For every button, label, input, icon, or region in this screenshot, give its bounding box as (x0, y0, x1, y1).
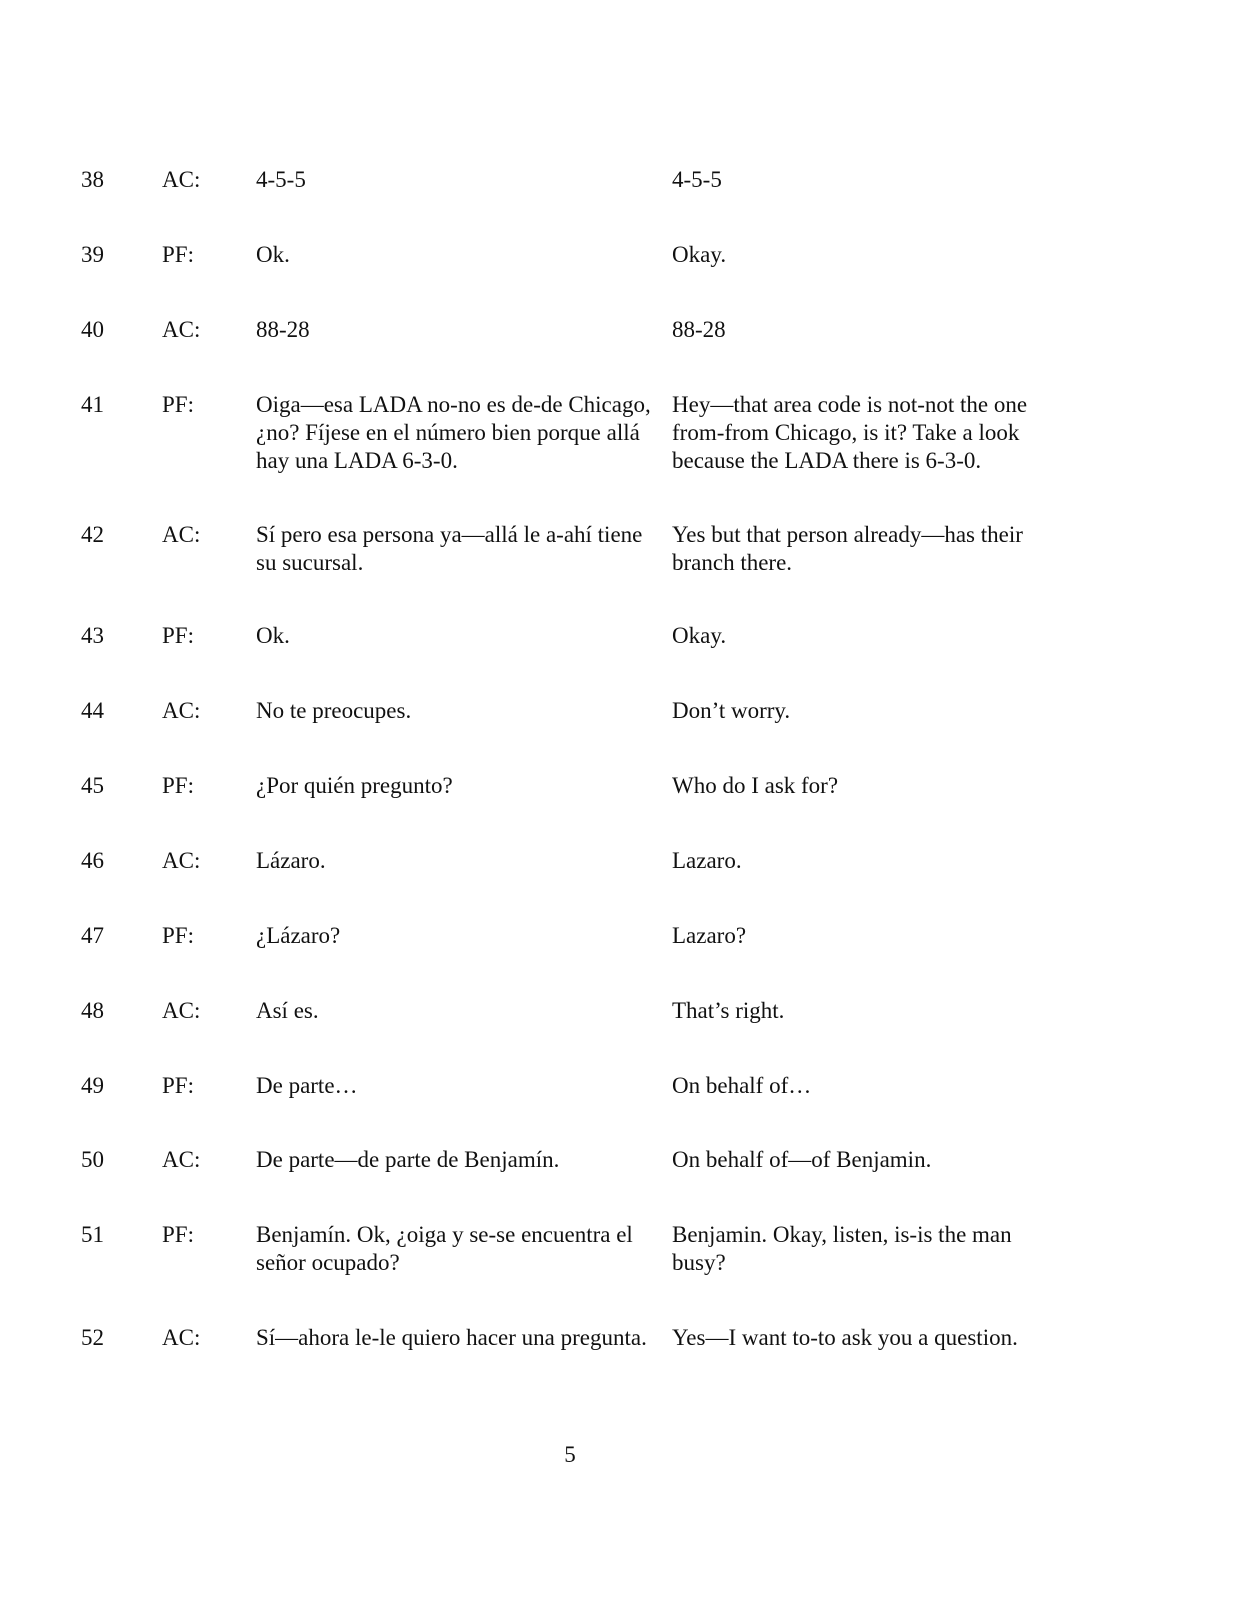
spanish-text: ¿Por quién pregunto? (256, 773, 453, 798)
spanish-text: De parte… (256, 1073, 358, 1098)
line-number: 45 (81, 773, 104, 798)
spanish-text: Ok. (256, 242, 290, 267)
speaker-label: AC: (162, 998, 201, 1023)
spanish-text: No te preocupes. (256, 698, 412, 723)
speaker-label: AC: (162, 317, 201, 342)
line-number: 50 (81, 1147, 104, 1172)
speaker-label: PF: (162, 392, 194, 417)
english-text: Lazaro. (672, 848, 742, 873)
line-number: 46 (81, 848, 104, 873)
english-text: 4-5-5 (672, 167, 722, 192)
english-text: That’s right. (672, 998, 785, 1023)
line-number: 47 (81, 923, 104, 948)
line-number: 41 (81, 392, 104, 417)
spanish-text: De parte—de parte de Benjamín. (256, 1147, 560, 1172)
line-number: 52 (81, 1325, 104, 1350)
spanish-text: Así es. (256, 998, 319, 1023)
line-number: 40 (81, 317, 104, 342)
line-number: 43 (81, 623, 104, 648)
speaker-label: PF: (162, 923, 194, 948)
speaker-label: PF: (162, 773, 194, 798)
line-number: 48 (81, 998, 104, 1023)
english-text: On behalf of… (672, 1073, 812, 1098)
page-number: 5 (564, 1442, 576, 1467)
speaker-label: AC: (162, 1325, 201, 1350)
spanish-text: ¿Lázaro? (256, 923, 341, 948)
spanish-text: 88-28 (256, 317, 310, 342)
english-text: Who do I ask for? (672, 773, 839, 798)
speaker-label: AC: (162, 167, 201, 192)
spanish-text: Oiga—esa LADA no-no es de-de Chicago, ¿no? Fíjese en el número bien porque allá hay una LADA 6-3-0. (256, 392, 651, 473)
english-text: Okay. (672, 623, 727, 648)
english-text: Yes but that person already—has their branch there. (672, 522, 1023, 575)
line-number: 49 (81, 1073, 104, 1098)
english-text: Benjamin. Okay, listen, is-is the man busy? (672, 1222, 1012, 1275)
line-number: 51 (81, 1222, 104, 1247)
english-text: Don’t worry. (672, 698, 791, 723)
spanish-text: Lázaro. (256, 848, 326, 873)
english-text: Hey—that area code is not-not the one from-from Chicago, is it? Take a look because the LADA there is 6-3-0. (672, 392, 1028, 473)
english-text: Lazaro? (672, 923, 747, 948)
line-number: 44 (81, 698, 104, 723)
english-text: Yes—I want to-to ask you a question. (672, 1325, 1018, 1350)
english-text: 88-28 (672, 317, 726, 342)
english-text: Okay. (672, 242, 727, 267)
speaker-label: PF: (162, 1073, 194, 1098)
speaker-label: PF: (162, 242, 194, 267)
spanish-text: Benjamín. Ok, ¿oiga y se-se encuentra el señor ocupado? (256, 1222, 633, 1275)
speaker-label: PF: (162, 1222, 194, 1247)
speaker-label: PF: (162, 623, 194, 648)
spanish-text: 4-5-5 (256, 167, 306, 192)
line-number: 39 (81, 242, 104, 267)
line-number: 42 (81, 522, 104, 547)
speaker-label: AC: (162, 848, 201, 873)
speaker-label: AC: (162, 698, 201, 723)
speaker-label: AC: (162, 522, 201, 547)
english-text: On behalf of—of Benjamin. (672, 1147, 932, 1172)
spanish-text: Sí pero esa persona ya—allá le a-ahí tiene su sucursal. (256, 522, 643, 575)
spanish-text: Ok. (256, 623, 290, 648)
speaker-label: AC: (162, 1147, 201, 1172)
line-number: 38 (81, 167, 104, 192)
spanish-text: Sí—ahora le-le quiero hacer una pregunta. (256, 1325, 647, 1350)
